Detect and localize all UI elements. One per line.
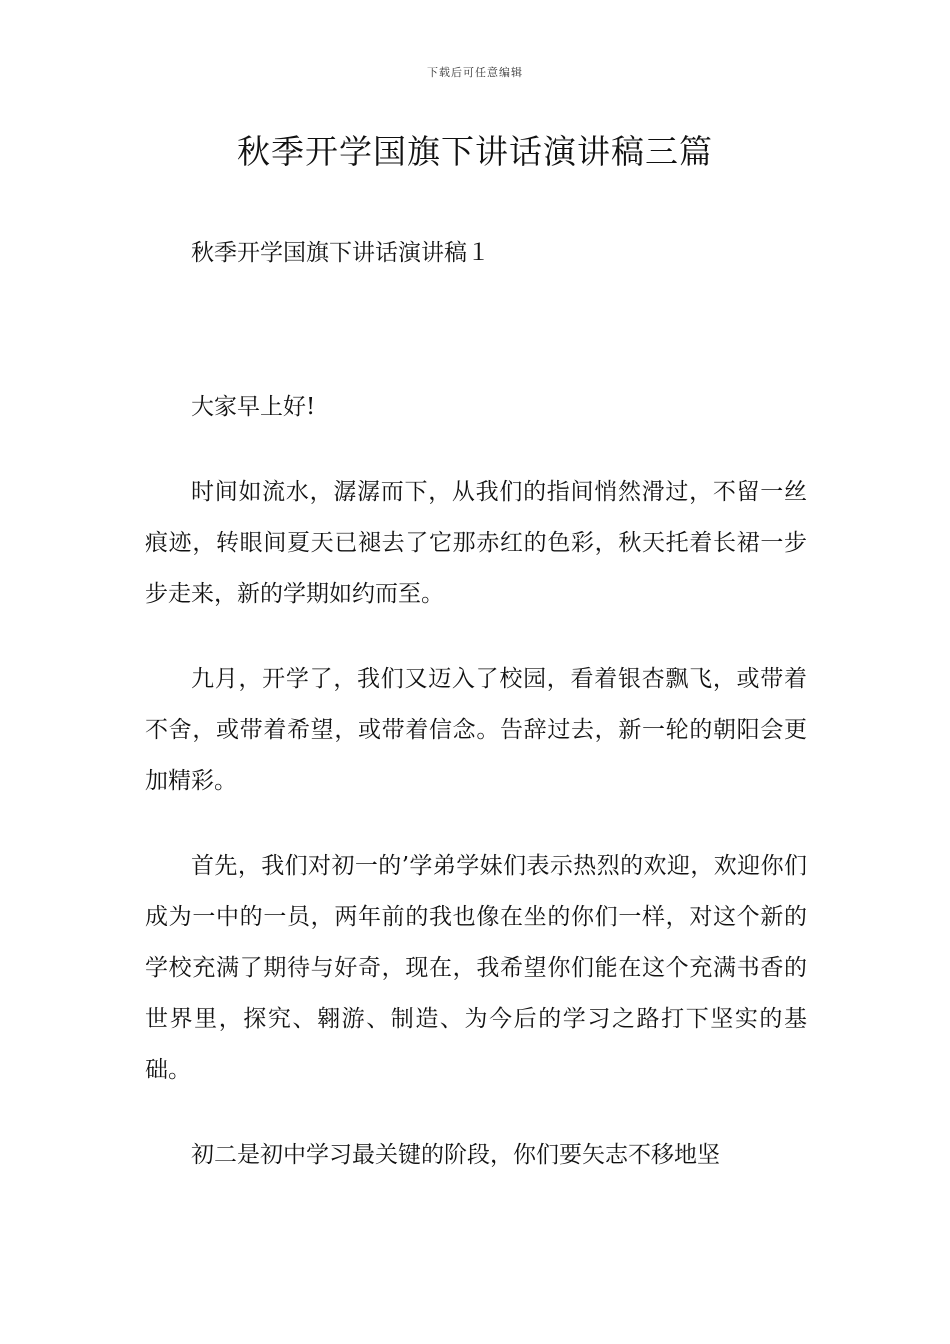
paragraph-greeting: 大家早上好!: [191, 394, 316, 420]
paragraph-2: 九月，开学了，我们又迈入了校园，看着银杏飘飞，或带着不舍，或带着希望，或带着信念。告辞过去，新一轮的朝阳会更加精彩。: [145, 666, 807, 794]
paragraph-1: 时间如流水，潺潺而下，从我们的指间悄然滑过，不留一丝痕迹，转眼间夏天已褪去了它那赤红的色彩，秋天托着长裙一步步走来，新的学期如约而至。: [145, 479, 807, 607]
header-note: 下载后可任意编辑: [427, 66, 523, 79]
paragraph-3: 首先，我们对初一的’学弟学妹们表示热烈的欢迎，欢迎你们成为一中的一员，两年前的我也像在坐的你们一样，对这个新的学校充满了期待与好奇，现在，我希望你们能在这个充满书香的世界里，探究、翱游、制造、为今后的学习之路打下坚实的基础。: [145, 853, 807, 1083]
paragraph-4: 初二是初中学习最关键的阶段，你们要矢志不移地坚: [191, 1142, 720, 1168]
document-body: [145, 228, 807, 1181]
document-title: 秋季开学国旗下讲话演讲稿三篇: [237, 132, 713, 171]
section-subtitle: 秋季开学国旗下讲话演讲稿１: [191, 240, 490, 266]
